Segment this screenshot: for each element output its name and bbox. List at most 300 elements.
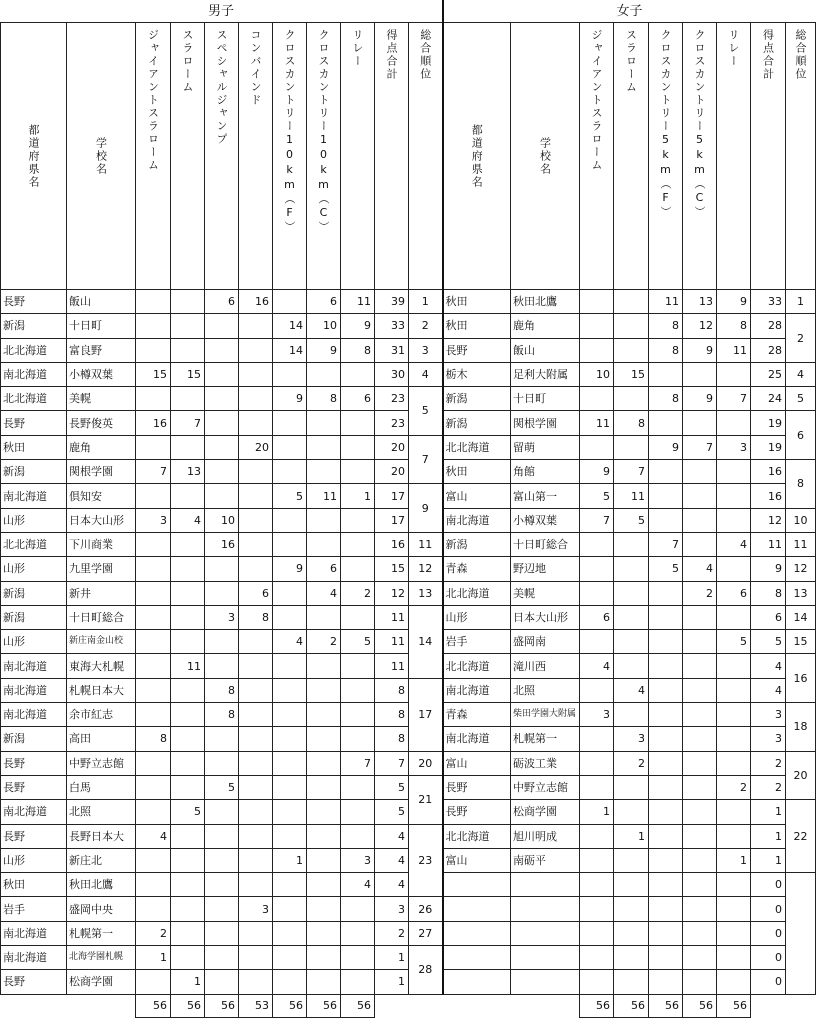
men-score <box>239 338 273 362</box>
women-rank: 6 <box>786 411 816 460</box>
women-section-title: 女子 <box>443 0 816 23</box>
men-score <box>205 484 239 508</box>
men-total: 30 <box>375 362 409 386</box>
women-score: 6 <box>717 581 751 605</box>
men-pref: 南北海道 <box>1 484 67 508</box>
men-total: 4 <box>375 873 409 897</box>
header-women-event-3-label: クロスカントリー5km（C） <box>693 29 706 219</box>
men-score: 6 <box>307 557 341 581</box>
men-score: 9 <box>273 557 307 581</box>
women-score <box>683 508 717 532</box>
men-school: 白馬 <box>67 775 136 799</box>
women-score <box>649 921 683 945</box>
men-score <box>205 581 239 605</box>
women-score <box>649 800 683 824</box>
women-total: 28 <box>751 338 786 362</box>
men-score <box>171 484 205 508</box>
men-rank: 12 <box>409 557 443 581</box>
men-school: 秋田北鷹 <box>67 873 136 897</box>
men-score <box>307 800 341 824</box>
totals-row <box>1 994 816 1017</box>
women-score <box>580 290 614 314</box>
table-row <box>1 654 816 678</box>
men-score <box>171 678 205 702</box>
women-score <box>717 557 751 581</box>
men-rank: 21 <box>409 775 443 824</box>
men-score <box>205 897 239 921</box>
women-event-total: 56 <box>580 994 614 1017</box>
men-school: 高田 <box>67 727 136 751</box>
women-total: 3 <box>751 703 786 727</box>
men-score <box>205 411 239 435</box>
women-score <box>717 946 751 970</box>
women-pref: 山形 <box>443 605 511 629</box>
women-total: 0 <box>751 897 786 921</box>
men-score <box>171 605 205 629</box>
totals-blank <box>1 994 136 1017</box>
men-score <box>307 362 341 386</box>
table-row <box>1 508 816 532</box>
header-total-women-label: 得点合計 <box>761 29 775 81</box>
men-score <box>341 800 375 824</box>
header-men-event-5-label: クロスカントリー10km（C） <box>317 29 330 234</box>
men-pref: 北北海道 <box>1 338 67 362</box>
men-pref: 南北海道 <box>1 678 67 702</box>
women-score: 7 <box>649 532 683 556</box>
women-score <box>649 775 683 799</box>
men-total: 16 <box>375 532 409 556</box>
women-total: 0 <box>751 921 786 945</box>
men-school: 新庄北 <box>67 848 136 872</box>
men-score: 8 <box>341 338 375 362</box>
women-school: 北照 <box>511 678 580 702</box>
men-pref: 新潟 <box>1 314 67 338</box>
women-score <box>683 824 717 848</box>
men-total: 7 <box>375 751 409 775</box>
men-score <box>171 703 205 727</box>
women-score <box>580 557 614 581</box>
header-men-event-3-label: コンバインド <box>249 29 262 107</box>
header-men-event-3 <box>239 23 273 290</box>
men-score <box>273 824 307 848</box>
women-score: 9 <box>717 290 751 314</box>
women-score <box>614 848 649 872</box>
women-score <box>649 508 683 532</box>
men-score <box>341 703 375 727</box>
men-score <box>307 605 341 629</box>
men-score <box>273 727 307 751</box>
men-pref: 長野 <box>1 824 67 848</box>
men-score <box>341 508 375 532</box>
men-total: 20 <box>375 435 409 459</box>
men-score: 10 <box>205 508 239 532</box>
men-score <box>205 314 239 338</box>
women-score <box>614 532 649 556</box>
header-men-event-2-label: スペシャルジャンプ <box>215 29 228 146</box>
table-row <box>1 727 816 751</box>
women-rank: 8 <box>786 460 816 509</box>
men-total: 20 <box>375 460 409 484</box>
women-score <box>580 897 614 921</box>
women-score <box>580 338 614 362</box>
header-rank-men-label: 総合順位 <box>418 29 432 81</box>
women-total: 1 <box>751 848 786 872</box>
women-score: 15 <box>614 362 649 386</box>
table-row <box>1 897 816 921</box>
women-score: 11 <box>614 484 649 508</box>
women-score <box>683 703 717 727</box>
men-score <box>171 338 205 362</box>
header-women-event-3 <box>683 23 717 290</box>
header-men-event-6-label: リレー <box>351 29 364 68</box>
women-score <box>580 775 614 799</box>
men-pref: 長野 <box>1 290 67 314</box>
men-score <box>239 946 273 970</box>
women-score <box>580 581 614 605</box>
men-event-total: 56 <box>205 994 239 1017</box>
header-rank-men <box>409 23 443 290</box>
women-event-total: 56 <box>683 994 717 1017</box>
table-row <box>1 460 816 484</box>
men-rank: 7 <box>409 435 443 484</box>
men-score: 9 <box>341 314 375 338</box>
table-row <box>1 314 816 338</box>
men-score <box>239 703 273 727</box>
men-score <box>171 751 205 775</box>
women-score <box>580 630 614 654</box>
women-score: 7 <box>683 435 717 459</box>
header-pref-men-label: 都道府県名 <box>27 123 40 189</box>
men-score <box>341 411 375 435</box>
women-pref: 南北海道 <box>443 508 511 532</box>
women-score <box>649 946 683 970</box>
women-score <box>717 362 751 386</box>
women-score <box>683 630 717 654</box>
header-men-event-5 <box>307 23 341 290</box>
header-women-event-2-label: クロスカントリー5km（F） <box>659 29 672 219</box>
men-score: 1 <box>341 484 375 508</box>
men-score: 8 <box>307 387 341 411</box>
women-score: 5 <box>580 484 614 508</box>
men-score <box>239 824 273 848</box>
men-score <box>239 508 273 532</box>
men-score <box>239 557 273 581</box>
men-total: 33 <box>375 314 409 338</box>
women-pref: 富山 <box>443 484 511 508</box>
men-score <box>205 338 239 362</box>
women-score: 1 <box>614 824 649 848</box>
women-total: 25 <box>751 362 786 386</box>
women-score <box>683 727 717 751</box>
men-pref: 山形 <box>1 508 67 532</box>
women-score <box>614 873 649 897</box>
men-score: 2 <box>136 921 171 945</box>
men-score <box>273 605 307 629</box>
men-score <box>341 897 375 921</box>
women-score <box>614 897 649 921</box>
men-score <box>273 703 307 727</box>
men-rank: 4 <box>409 362 443 386</box>
women-score <box>717 824 751 848</box>
women-rank: 11 <box>786 532 816 556</box>
men-pref: 秋田 <box>1 873 67 897</box>
women-score <box>580 387 614 411</box>
men-total: 17 <box>375 484 409 508</box>
men-score <box>307 921 341 945</box>
men-score: 8 <box>205 703 239 727</box>
women-score <box>614 581 649 605</box>
women-score <box>649 484 683 508</box>
women-score <box>683 605 717 629</box>
women-rank: 22 <box>786 800 816 873</box>
women-score <box>580 848 614 872</box>
men-pref: 長野 <box>1 411 67 435</box>
women-score: 8 <box>649 338 683 362</box>
men-event-total: 53 <box>239 994 273 1017</box>
women-score <box>649 751 683 775</box>
men-score <box>171 387 205 411</box>
header-men-event-4 <box>273 23 307 290</box>
men-pref: 南北海道 <box>1 946 67 970</box>
women-school <box>511 946 580 970</box>
men-score <box>341 970 375 994</box>
women-score <box>683 775 717 799</box>
table-row <box>1 557 816 581</box>
men-score: 1 <box>136 946 171 970</box>
women-total: 2 <box>751 775 786 799</box>
women-pref: 新潟 <box>443 532 511 556</box>
men-score: 16 <box>205 532 239 556</box>
women-rank: 2 <box>786 314 816 363</box>
women-pref: 北北海道 <box>443 435 511 459</box>
women-total: 11 <box>751 532 786 556</box>
women-total: 28 <box>751 314 786 338</box>
women-score <box>717 921 751 945</box>
men-score <box>341 775 375 799</box>
women-total: 33 <box>751 290 786 314</box>
header-men-event-0-label: ジャイアントスラローム <box>146 29 160 172</box>
women-score <box>649 824 683 848</box>
men-score <box>136 605 171 629</box>
women-total: 19 <box>751 411 786 435</box>
men-score <box>307 727 341 751</box>
men-school: 北海学園札幌 <box>67 946 136 970</box>
men-school: 飯山 <box>67 290 136 314</box>
women-score: 4 <box>683 557 717 581</box>
men-score <box>273 775 307 799</box>
women-pref: 青森 <box>443 703 511 727</box>
men-score <box>341 557 375 581</box>
women-score <box>580 532 614 556</box>
men-event-total: 56 <box>307 994 341 1017</box>
men-score <box>205 654 239 678</box>
totals-blank <box>751 994 816 1017</box>
men-score <box>205 921 239 945</box>
men-score <box>171 897 205 921</box>
women-score: 13 <box>683 290 717 314</box>
women-school: 秋田北鷹 <box>511 290 580 314</box>
men-score: 4 <box>341 873 375 897</box>
men-score <box>205 362 239 386</box>
women-pref: 新潟 <box>443 411 511 435</box>
men-score: 8 <box>136 727 171 751</box>
women-score <box>614 654 649 678</box>
men-score <box>136 387 171 411</box>
women-pref: 南北海道 <box>443 678 511 702</box>
women-score <box>614 946 649 970</box>
men-score <box>205 460 239 484</box>
men-score <box>171 873 205 897</box>
women-event-total: 56 <box>717 994 751 1017</box>
men-score: 3 <box>239 897 273 921</box>
men-school: 関根学園 <box>67 460 136 484</box>
women-score <box>649 460 683 484</box>
women-rank: 4 <box>786 362 816 386</box>
men-score <box>136 775 171 799</box>
women-rank: 5 <box>786 387 816 411</box>
women-pref: 岩手 <box>443 630 511 654</box>
men-score <box>341 460 375 484</box>
men-score <box>136 630 171 654</box>
men-score <box>239 484 273 508</box>
men-total: 4 <box>375 848 409 872</box>
men-total: 2 <box>375 921 409 945</box>
men-pref: 岩手 <box>1 897 67 921</box>
women-total: 12 <box>751 508 786 532</box>
men-score <box>239 532 273 556</box>
table-row <box>1 411 816 435</box>
women-score <box>649 970 683 994</box>
men-event-total: 56 <box>273 994 307 1017</box>
men-score: 7 <box>136 460 171 484</box>
women-score <box>683 484 717 508</box>
men-score <box>171 314 205 338</box>
men-score: 9 <box>273 387 307 411</box>
women-score <box>717 727 751 751</box>
men-event-total: 56 <box>341 994 375 1017</box>
table-row <box>1 630 816 654</box>
men-school: 下川商業 <box>67 532 136 556</box>
women-score <box>683 970 717 994</box>
men-score: 4 <box>307 581 341 605</box>
men-school: 東海大札幌 <box>67 654 136 678</box>
women-total: 0 <box>751 970 786 994</box>
men-score <box>239 775 273 799</box>
women-score <box>649 362 683 386</box>
women-pref: 長野 <box>443 800 511 824</box>
men-score <box>171 290 205 314</box>
men-score: 11 <box>171 654 205 678</box>
table-row <box>1 387 816 411</box>
men-school: 盛岡中央 <box>67 897 136 921</box>
women-score <box>717 678 751 702</box>
men-pref: 北北海道 <box>1 387 67 411</box>
women-score: 6 <box>580 605 614 629</box>
women-pref: 北北海道 <box>443 581 511 605</box>
header-pref-men <box>1 23 67 290</box>
table-row <box>1 824 816 848</box>
women-score <box>649 897 683 921</box>
men-rank: 11 <box>409 532 443 556</box>
men-score <box>307 970 341 994</box>
women-score <box>683 532 717 556</box>
women-score <box>649 654 683 678</box>
men-score <box>273 290 307 314</box>
table-row <box>1 946 816 970</box>
men-score <box>205 824 239 848</box>
men-rank: 13 <box>409 581 443 605</box>
women-score <box>717 703 751 727</box>
men-section-title: 男子 <box>1 0 443 23</box>
header-pref-women-label: 都道府県名 <box>470 123 484 189</box>
men-pref: 南北海道 <box>1 921 67 945</box>
women-total: 2 <box>751 751 786 775</box>
men-event-total: 56 <box>136 994 171 1017</box>
men-score <box>239 314 273 338</box>
header-men-event-2 <box>205 23 239 290</box>
women-score: 8 <box>649 387 683 411</box>
men-total: 5 <box>375 800 409 824</box>
women-score <box>649 848 683 872</box>
men-total: 12 <box>375 581 409 605</box>
women-pref <box>443 873 511 897</box>
men-score <box>239 800 273 824</box>
women-score <box>614 314 649 338</box>
men-score <box>239 630 273 654</box>
table-row <box>1 605 816 629</box>
men-score <box>273 411 307 435</box>
men-score: 5 <box>273 484 307 508</box>
header-women-event-0-label: ジャイアントスラローム <box>590 29 603 172</box>
men-score <box>273 435 307 459</box>
women-school: 美幌 <box>511 581 580 605</box>
men-score <box>205 727 239 751</box>
men-score: 15 <box>136 362 171 386</box>
men-school: 十日町総合 <box>67 605 136 629</box>
women-score <box>717 460 751 484</box>
men-score <box>171 727 205 751</box>
women-score <box>649 630 683 654</box>
men-score <box>171 532 205 556</box>
header-school-men <box>67 23 136 290</box>
women-score <box>649 678 683 702</box>
men-score <box>136 970 171 994</box>
men-score: 6 <box>341 387 375 411</box>
men-score <box>273 460 307 484</box>
women-score: 9 <box>683 338 717 362</box>
men-school: 札幌日本大 <box>67 678 136 702</box>
men-score <box>136 484 171 508</box>
men-score <box>171 581 205 605</box>
women-score <box>683 678 717 702</box>
women-score <box>580 946 614 970</box>
women-score: 7 <box>614 460 649 484</box>
women-total: 1 <box>751 824 786 848</box>
women-score: 2 <box>683 581 717 605</box>
men-school: 新庄南金山校 <box>67 630 136 654</box>
women-score <box>580 751 614 775</box>
men-score <box>273 508 307 532</box>
women-score: 9 <box>683 387 717 411</box>
women-score <box>683 921 717 945</box>
women-pref: 新潟 <box>443 387 511 411</box>
men-score: 10 <box>307 314 341 338</box>
men-score: 20 <box>239 435 273 459</box>
women-score: 4 <box>614 678 649 702</box>
men-total: 31 <box>375 338 409 362</box>
men-total: 8 <box>375 703 409 727</box>
women-score: 11 <box>717 338 751 362</box>
